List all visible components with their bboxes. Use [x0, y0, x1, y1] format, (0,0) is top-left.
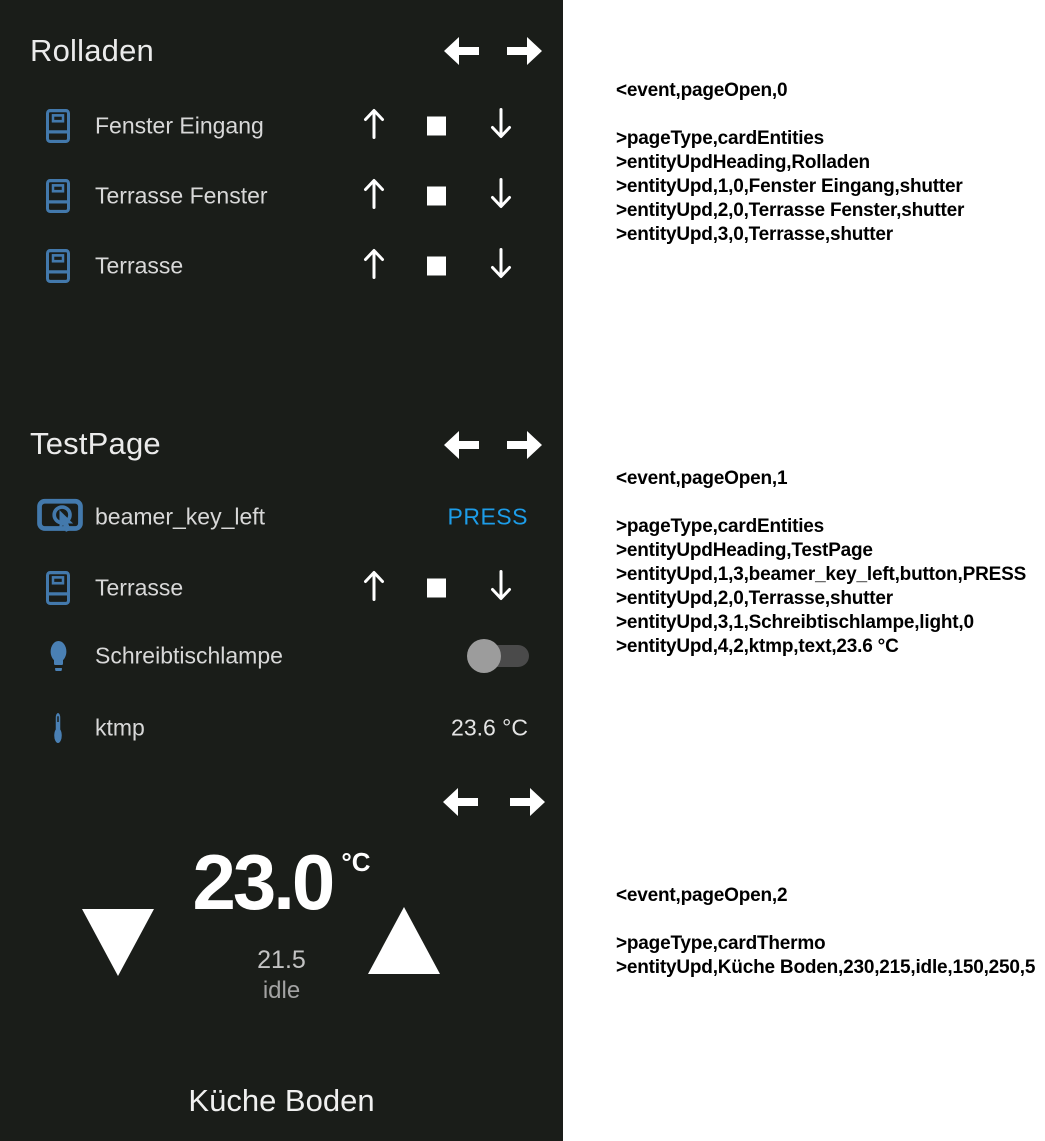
shutter-stop-button[interactable] [427, 117, 446, 136]
arrow-down-icon [489, 177, 513, 211]
page2-prev-arrow-button[interactable] [442, 787, 478, 817]
log-block-page2 [616, 884, 1035, 980]
arrow-right-icon [507, 36, 543, 66]
shutter-up-button[interactable] [362, 247, 386, 286]
stop-square-icon [427, 117, 446, 136]
stop-square-icon [427, 257, 446, 276]
page1-next-arrow-button[interactable] [507, 430, 543, 460]
entity-label: ktmp [95, 714, 145, 741]
arrow-down-icon [489, 107, 513, 141]
page2-next-arrow-button[interactable] [510, 787, 546, 817]
entity-row-beamer-key-left [0, 497, 563, 537]
arrow-up-icon [362, 107, 386, 141]
log-line: >entityUpdHeading,Rolladen [616, 152, 870, 173]
arrow-right-icon [507, 430, 543, 460]
entity-label: Terrasse Fenster [95, 182, 268, 209]
entity-label: beamer_key_left [95, 503, 266, 530]
window-shutter-icon [46, 179, 70, 213]
log-lines [616, 932, 1035, 980]
arrow-up-icon [362, 177, 386, 211]
page0-next-arrow-button[interactable] [507, 36, 543, 66]
entity-row-fenster-eingang [0, 106, 563, 146]
stop-square-icon [427, 579, 446, 598]
log-line: >entityUpd,2,0,Terrasse,shutter [616, 588, 893, 609]
lightbulb-icon [45, 638, 72, 674]
light-toggle-switch[interactable] [467, 638, 529, 674]
temperature-value: 23.6 °C [451, 714, 528, 741]
toggle-knob [467, 639, 501, 673]
shutter-down-button[interactable] [489, 177, 513, 216]
shutter-down-button[interactable] [489, 247, 513, 286]
arrow-left-icon [443, 430, 479, 460]
shutter-stop-button[interactable] [427, 187, 446, 206]
log-line: >entityUpd,3,1,Schreibtischlampe,light,0 [616, 612, 974, 633]
log-line: >entityUpdHeading,TestPage [616, 540, 873, 561]
log-lines [616, 515, 1026, 659]
shutter-down-button[interactable] [489, 107, 513, 146]
shutter-up-button[interactable] [362, 107, 386, 146]
page-title-testpage: TestPage [30, 426, 161, 461]
log-line: >pageType,cardThermo [616, 933, 826, 954]
arrow-left-icon [442, 787, 478, 817]
thermostat-name: Küche Boden [188, 1083, 375, 1118]
entity-row-terrasse [0, 246, 563, 286]
arrow-left-icon [443, 36, 479, 66]
arrow-right-icon [510, 787, 546, 817]
shutter-stop-button[interactable] [427, 579, 446, 598]
temperature-unit: °C [341, 847, 371, 877]
press-button[interactable]: PRESS [447, 503, 528, 530]
window-shutter-icon [46, 571, 70, 605]
target-temperature: 21.5 [257, 946, 306, 974]
hvac-state: idle [262, 977, 301, 1004]
entity-label: Schreibtischlampe [95, 642, 283, 669]
entity-label: Terrasse [95, 252, 184, 279]
thermometer-icon [49, 710, 67, 746]
window-shutter-icon [46, 109, 70, 143]
entity-row-ktmp [0, 708, 563, 748]
log-line: >entityUpd,4,2,ktmp,text,23.6 °C [616, 636, 899, 657]
log-event-line: <event,pageOpen,0 [616, 80, 788, 101]
log-line: >entityUpd,Küche Boden,230,215,idle,150,250,5 [616, 957, 1036, 978]
shutter-up-button[interactable] [362, 569, 386, 608]
log-line: >entityUpd,1,0,Fenster Eingang,shutter [616, 176, 963, 197]
log-line: >pageType,cardEntities [616, 128, 825, 149]
arrow-down-icon [489, 569, 513, 603]
log-line: >entityUpd,1,3,beamer_key_left,button,PRESS [616, 564, 1027, 585]
page-title-rolladen: Rolladen [30, 33, 154, 68]
log-lines [616, 127, 964, 247]
arrow-down-icon [489, 247, 513, 281]
shutter-up-button[interactable] [362, 177, 386, 216]
page0-prev-arrow-button[interactable] [443, 36, 479, 66]
current-temperature-value: 23.0 [192, 838, 333, 926]
stop-square-icon [427, 187, 446, 206]
arrow-up-icon [362, 247, 386, 281]
log-line: >pageType,cardEntities [616, 516, 825, 537]
entity-row-terrasse-fenster [0, 176, 563, 216]
log-block-page1 [616, 467, 1026, 659]
log-line: >entityUpd,2,0,Terrasse Fenster,shutter [616, 200, 965, 221]
shutter-down-button[interactable] [489, 569, 513, 608]
log-block-page0 [616, 79, 964, 247]
entity-label: Terrasse [95, 574, 184, 601]
window-shutter-icon [46, 249, 70, 283]
shutter-stop-button[interactable] [427, 257, 446, 276]
entity-row-terrasse-2 [0, 568, 563, 608]
page1-prev-arrow-button[interactable] [443, 430, 479, 460]
entity-label: Fenster Eingang [95, 112, 264, 139]
arrow-up-icon [362, 569, 386, 603]
log-event-line: <event,pageOpen,1 [616, 468, 788, 489]
gesture-tap-button-icon [36, 496, 84, 538]
log-line: >entityUpd,3,0,Terrasse,shutter [616, 224, 893, 245]
log-event-line: <event,pageOpen,2 [616, 885, 788, 906]
entity-row-schreibtischlampe [0, 636, 563, 676]
